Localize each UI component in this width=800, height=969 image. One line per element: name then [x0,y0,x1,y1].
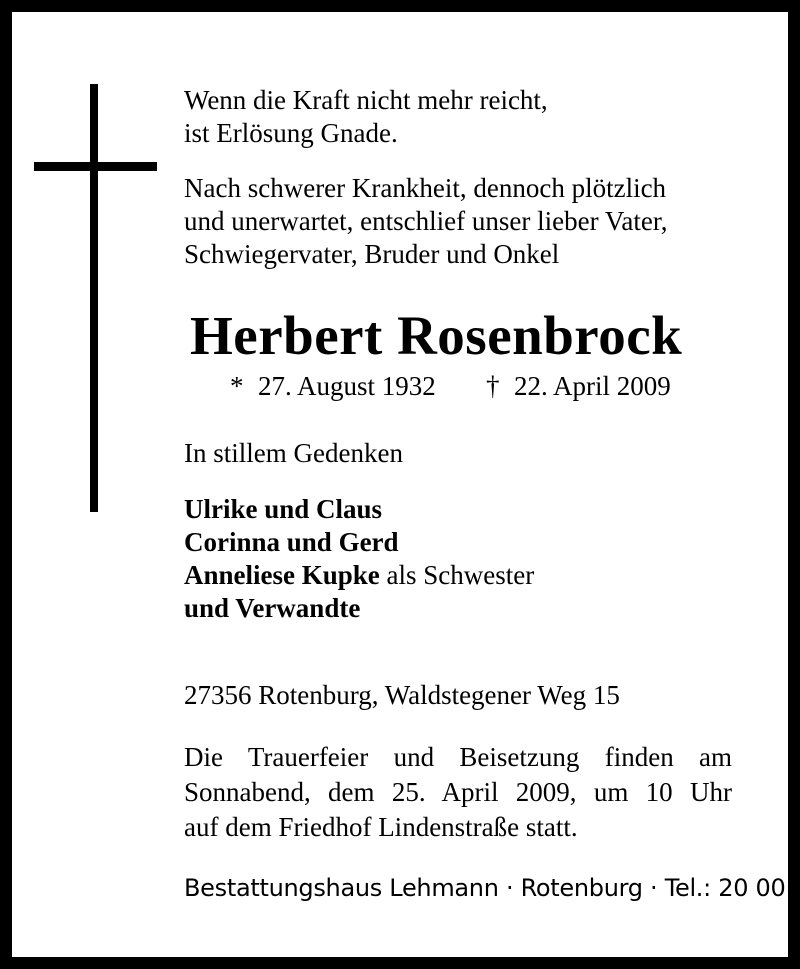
intro-text [184,172,744,271]
death-date-group [486,370,671,403]
cross-horizontal-bar [34,162,157,171]
mourner-row: Corinna und Gerd [184,527,399,557]
ceremony-line: Sonnabend, dem 25. April 2009, um 10 Uhr [184,777,732,807]
mourner-name: Anneliese Kupke [184,560,380,590]
mourner-row: und Verwandte [184,593,361,623]
death-dagger-icon: † [486,371,500,401]
birth-date: 27. August 1932 [258,371,436,401]
memorial-line: In stillem Gedenken [184,438,403,468]
funeral-home-footer: Bestattungshaus Lehmann · Rotenburg · Tel.: 20 00 [184,874,786,902]
mourners-list [184,493,744,625]
cross-vertical-bar [90,84,98,512]
mourner-row: Ulrike und Claus [184,494,383,524]
ceremony-line: auf dem Friedhof Lindenstraße statt. [184,812,578,842]
birth-date-group [230,370,436,403]
ceremony-line: Die Trauerfeier und Beisetzung finden am [184,742,732,772]
family-address: 27356 Rotenburg, Waldstegener Weg 15 [184,680,620,710]
quote-line: Wenn die Kraft nicht mehr reicht, [184,85,548,115]
opening-quote [184,84,744,150]
quote-line: ist Erlösung Gnade. [184,118,398,148]
intro-line: Schwiegervater, Bruder und Onkel [184,239,560,269]
mourner-relation: als Schwester [379,560,535,590]
ceremony-notice [184,740,732,845]
intro-line: und unerwartet, entschlief unser lieber Vater, [184,206,668,236]
intro-line: Nach schwerer Krankheit, dennoch plötzlich [184,173,667,203]
deceased-name: Herbert Rosenbrock [190,305,683,366]
death-date: 22. April 2009 [514,371,671,401]
mourner-row [184,559,744,592]
birth-star-icon: * [230,371,244,401]
